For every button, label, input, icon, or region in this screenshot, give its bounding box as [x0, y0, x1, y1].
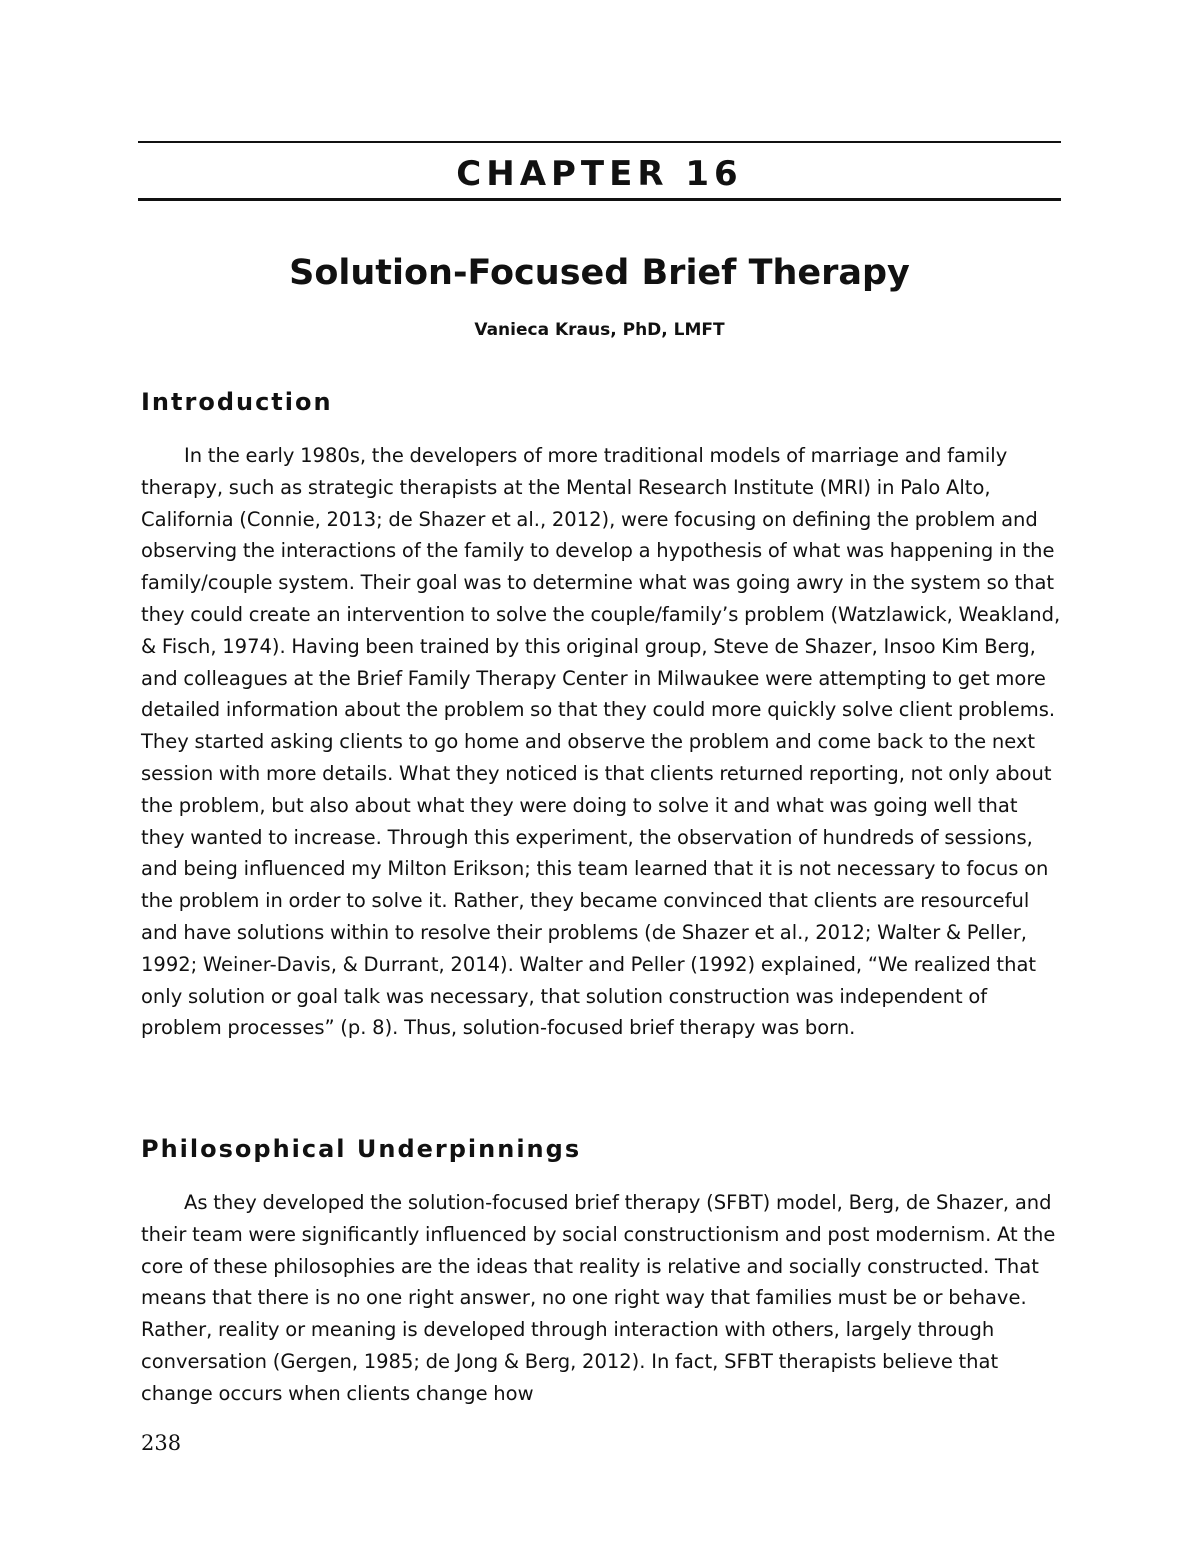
introduction-paragraph: In the early 1980s, the developers of more traditional models of marriage and family therapy, such as strategic therapists at the Mental Research Institute (MRI) in Palo Alto, California (Connie, 2013; de Shazer et al., 2012), were focusing on defining the problem and observing the interactions of the family to develop a hypothesis of what was happening in the family/couple system. Their goal was to determine what was going awry in the system so that they could create an intervention to solve the couple/family’s problem (Watzlawick, Weakland, & Fisch, 1974). Having been trained by this original group, Steve de Shazer, Insoo Kim Berg, and colleagues at the Brief Family Therapy Center in Milwaukee were attempting to get more detailed information about the problem so that they could more quickly solve client problems. They started asking clients to go home and observe the problem and come back to the next session with more details. What they noticed is that clients returned reporting, not only about the problem, but also about what they were doing to solve it and what was going well that they wanted to increase. Through this experiment, the observation of hundreds of sessions, and being influenced my Milton Erikson; this team learned that it is not necessary to focus on the problem in order to solve it. Rather, they became convinced that clients are resourceful and have solutions within to resolve their problems (de Shazer et al., 2012; Walter & Peller, 1992; Weiner-Davis, & Durrant, 2014). Walter and Peller (1992) explained, “We realized that only solution or goal talk was necessary, that solution construction was independent of problem processes” (p. 8). Thus, solution-focused brief therapy was born. [141, 444, 1061, 1040]
chapter-label: CHAPTER 16 [456, 154, 743, 194]
page-number: 238 [141, 1431, 182, 1455]
chapter-bottom-rule [138, 198, 1061, 201]
philosophical-underpinnings-paragraph: As they developed the solution-focused brief therapy (SFBT) model, Berg, de Shazer, and their team were significantly influenced by social constructionism and post modernism. At the core of these philosophies are the ideas that reality is relative and socially constructed. That means that there is no one right answer, no one right way that families must be or behave. Rather, reality or meaning is developed through interaction with others, largely through conversation (Gergen, 1985; de Jong & Berg, 2012). In fact, SFBT therapists believe that change occurs when clients change how [141, 1191, 1056, 1405]
chapter-title: Solution-Focused Brief Therapy [289, 253, 910, 293]
chapter-top-rule [138, 141, 1061, 143]
section-heading-philosophical-underpinnings: Philosophical Underpinnings [141, 1135, 582, 1163]
section-heading-introduction: Introduction [141, 388, 333, 416]
chapter-author: Vanieca Kraus, PhD, LMFT [474, 320, 725, 340]
